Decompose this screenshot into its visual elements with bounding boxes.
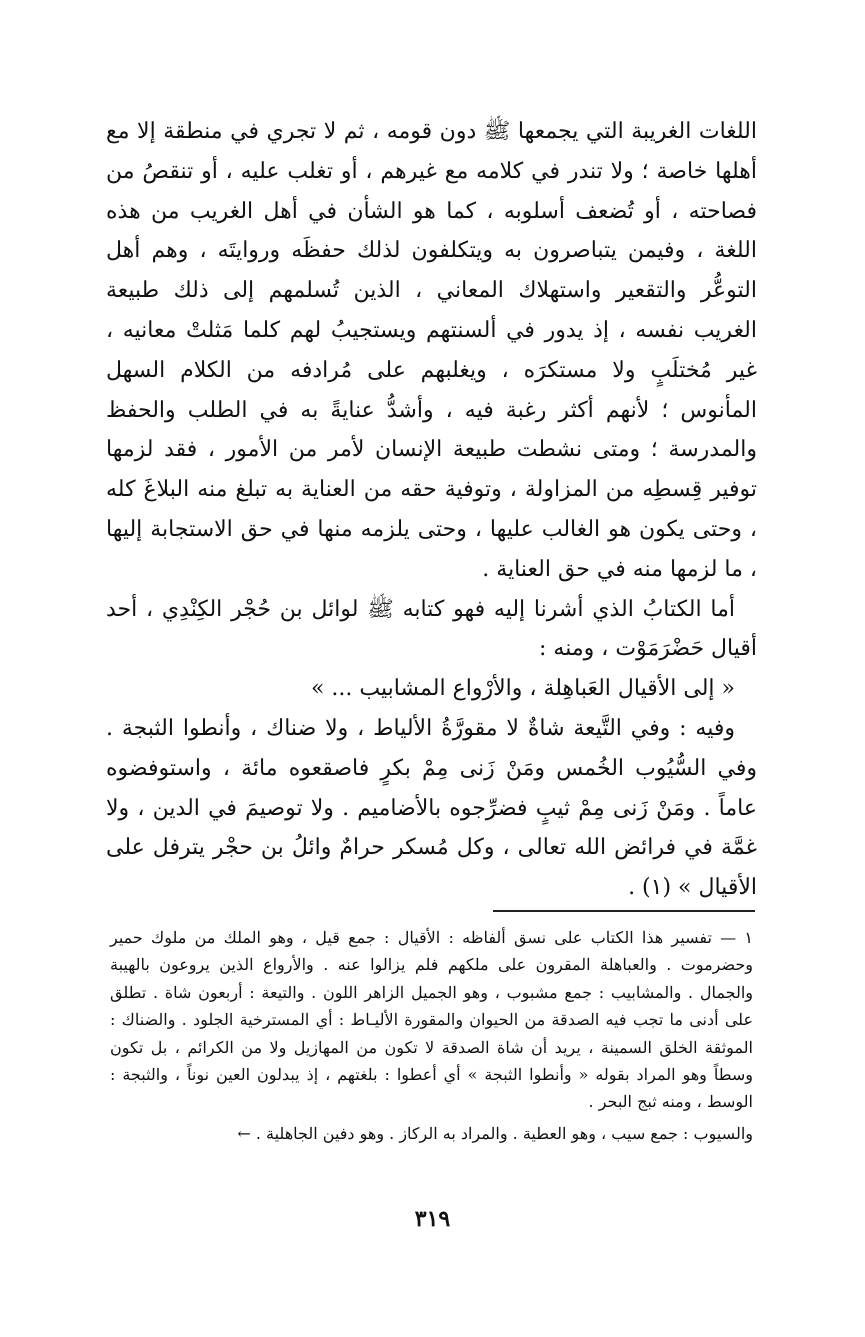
page-number: ٣١٩	[414, 1206, 451, 1232]
footnote-1: ١ — تفسير هذا الكتاب على نسق ألفاظه : الأقيال : جمع قيل ، وهو الملك من ملوك حمير وحضرموت . والعباهلة المقرون على ملكهم فلم يزالوا عنه . والأرواع الذين يروعون بالهيبة والجمال . والمشابيب : جمع مشبوب ، وهو الجميل الزاهر اللون . والتيعة : أربعون شاة . تطلق على أدنى ما تجب فيه الصدقة من الحيوان والمقورة الأليـاط : أي المسترخية الجلود . والضناك : الموثقة الخلق السمينة ، يريد أن شاة الصدقة لا تكون من المهازيل ولا من الكرائم ، بل تكون وسطاً وهو المراد بقوله « وأنطوا الثبجة » أي أعطوا : بلغتهم ، إذ يبدلون العين نوناً ، والثبجة : الوسط ، ومنه ثبج البحر .	[110, 928, 754, 1112]
paragraph-4: وفيه : وفي التَّيعة شاةٌ لا مقورَّةُ الألياط ، ولا ضناك ، وأنطوا الثبجة . وفي السُّيُوب الخُمس ومَنْ زَنى مِمْ بكرٍ فاصقعوه مائة ، واستوفضوه عاماً . ومَنْ زَنى مِمْ ثيبٍ فضرِّجوه بالأضاميم . ولا توصيمَ في الدين ، ولا غمَّة في فرائض الله تعالى ، وكل مُسكر حرامٌ وائلُ بن حجْر يترفل على الأقيال » (١) .	[106, 715, 757, 901]
paragraph-1: اللغات الغريبة التي يجمعها ﷺ دون قومه ، ثم لا تجري في منطقة إلا مع أهلها خاصة ؛ ولا تندر في كلامه مع غيرهم ، أو تغلب عليه ، أو تنقصُ من فصاحته ، أو تُضعف أسلوبه ، كما هو الشأن في أهل الغريب من هذه اللغة ، وفيمن يتباصرون به ويتكلفون لذلك حفظَه وروايتَه ، وهم أهل التوعُّر والتقعير واستهلاك المعاني ، الذين تُسلمهم إلى ذلك طبيعة الغريب نفسه ، إذ يدور في ألسنتهم ويستجيبُ لهم كلما مَثلتْ معانيه ، غير مُختلَبٍ ولا مستكرَه ، ويغلبهم على مُرادفه من الكلام السهل المأنوس ؛ لأنهم أكثر رغبة فيه ، وأشدُّ عنايةً به في الطلب والحفظ والمدرسة ؛ ومتى نشطت طبيعة الإنسان لأمر من الأمور ، فقد لزمها توفير قِسطِه من المزاولة ، وتوفية حقه من العناية به تبلغ منه البلاغَ كله ، وحتى يكون هو الغالب عليها ، وحتى يلزمه منها في حق الاستجابة إليها ، ما لزمها منه في حق العناية .	[106, 119, 757, 582]
paragraph-2: أما الكتابُ الذي أشرنا إليه فهو كتابه ﷺ لوائل بن حُجْر الكِنْدِي ، أحد أقيال حَضْرَمَوْت ، ومنه :	[106, 596, 757, 662]
main-text	[106, 112, 757, 908]
footnotes	[110, 924, 753, 1147]
footnote-divider	[493, 910, 755, 912]
paragraph-3-quote: « إلى الأقيال العَباهِلة ، والأرْواع المشابيب ... »	[310, 676, 735, 702]
footnote-continuation: والسيوب : جمع سيب ، وهو العطية . والمراد به الركاز . وهو دفين الجاهلية . ←	[237, 1123, 753, 1143]
